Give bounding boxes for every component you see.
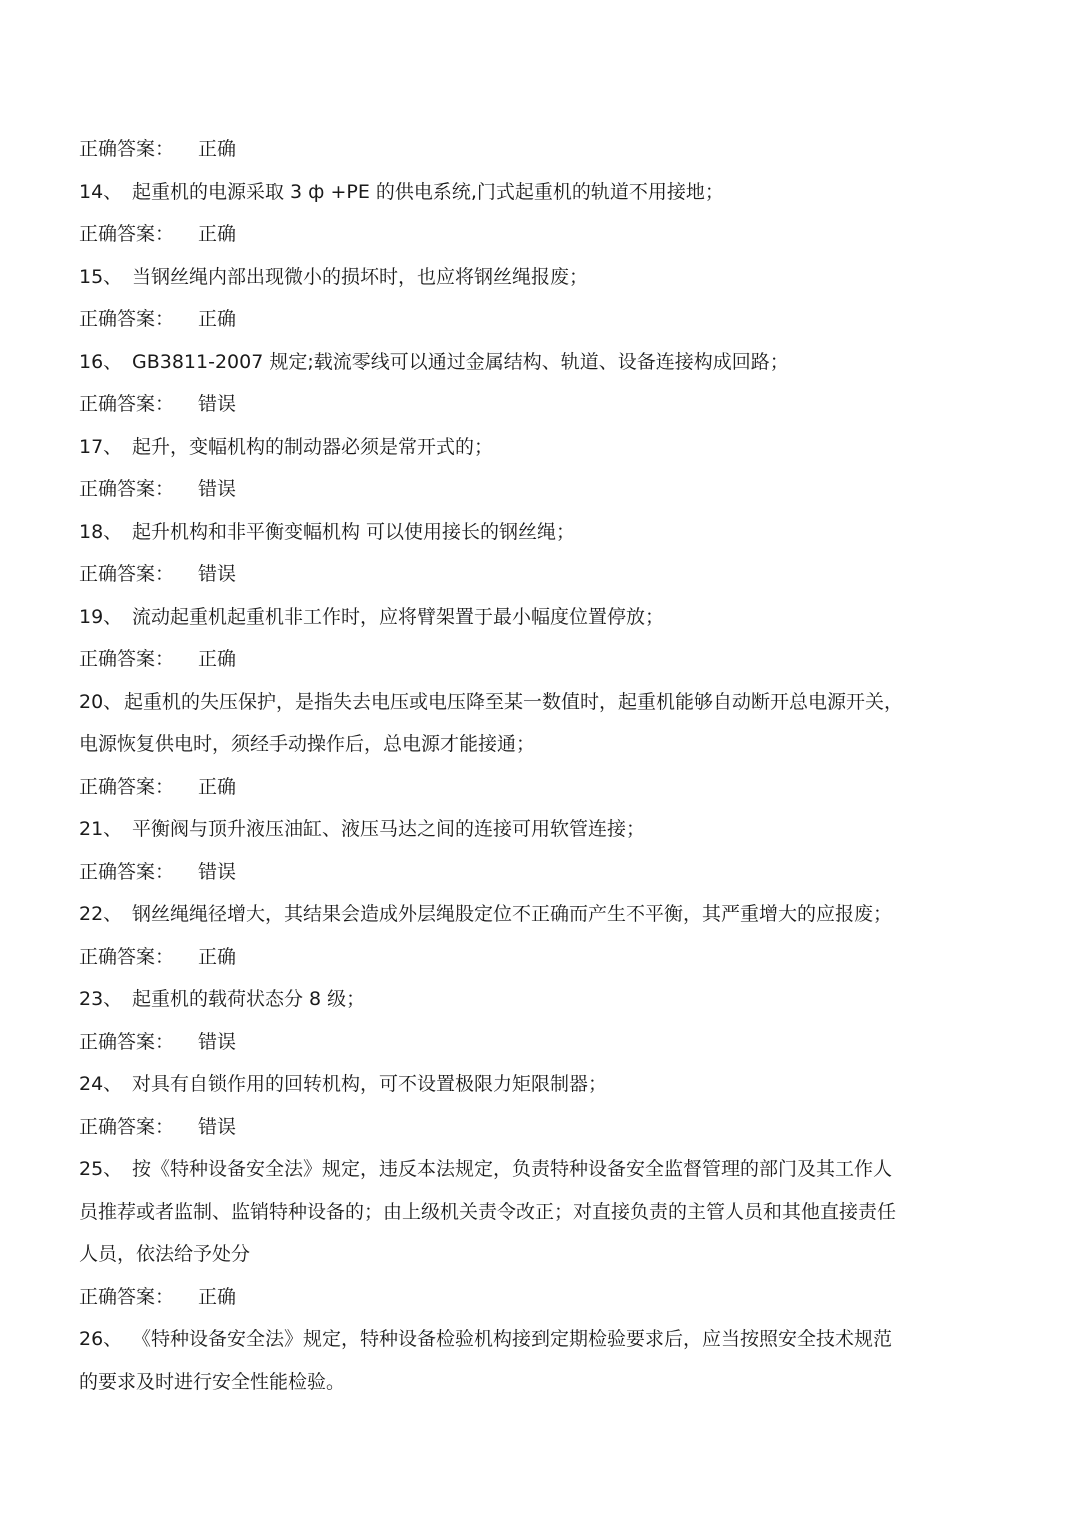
answer-value: 正确 [198,775,237,798]
question-number: 18、 [79,520,123,543]
answer-value: 正确 [198,223,237,245]
answer-row [0,1106,1080,1149]
question-row [0,808,1080,851]
question-row [0,341,1080,384]
answer-value: 正确 [198,648,237,670]
answer-row [0,1021,1080,1064]
question-row [0,1318,1080,1361]
question-row [0,893,1080,936]
question-text: 的要求及时进行安全性能检验。 [79,1370,346,1393]
question-number: 23、 [79,988,123,1010]
question-text: 流动起重机起重机非工作时，应将臂架置于最小幅度位置停放； [132,605,665,628]
answer-value: 正确 [198,1285,237,1308]
answer-row [0,298,1080,341]
question-number: 21、 [79,818,123,840]
question-continuation [0,1233,1080,1276]
question-number: 22、 [79,903,123,925]
answer-value: 错误 [198,478,237,500]
answer-value: 正确 [198,945,237,968]
question-row [0,596,1080,639]
question-text: GB3811-2007 规定;载流零线可以通过金属结构、轨道、设备连接构成回路； [132,350,789,373]
question-number: 25、 [79,1158,123,1180]
answer-row [0,851,1080,894]
answer-label: 正确答案： [79,1285,175,1308]
question-row [0,511,1080,554]
question-number: 20、 [79,690,123,713]
answer-label: 正确答案： [79,563,175,585]
answer-label: 正确答案： [79,138,175,160]
answer-label: 正确答案： [79,860,175,883]
answer-label: 正确答案： [79,775,175,798]
answer-label: 正确答案： [79,478,175,500]
question-number: 17、 [79,435,123,458]
question-number: 14、 [79,180,123,203]
answer-value: 正确 [198,138,237,160]
question-text: 起重机的载荷状态分 8 级； [132,988,366,1010]
question-text: 起重机的失压保护，是指失去电压或电压降至某一数值时，起重机能够自动断开总电源开关， [124,690,904,713]
question-continuation [0,723,1080,766]
answer-row [0,638,1080,681]
answer-label: 正确答案： [79,1115,175,1138]
answer-value: 正确 [198,308,237,330]
question-continuation [0,1361,1080,1404]
answer-label: 正确答案： [79,648,175,670]
question-row [0,681,1080,724]
answer-label: 正确答案： [79,945,175,968]
question-row [0,256,1080,299]
question-text: 起升，变幅机构的制动器必须是常开式的； [132,435,494,458]
question-number: 15、 [79,265,123,288]
answer-row [0,128,1080,171]
answer-row [0,383,1080,426]
question-text: 平衡阀与顶升液压油缸、液压马达之间的连接可用软管连接； [132,818,646,840]
question-text: 按《特种设备安全法》规定，违反本法规定，负责特种设备安全监督管理的部门及其工作人 [132,1158,893,1180]
answer-row [0,553,1080,596]
question-text: 《特种设备安全法》规定，特种设备检验机构接到定期检验要求后，应当按照安全技术规范 [132,1328,893,1350]
answer-label: 正确答案： [79,308,175,330]
answer-value: 错误 [198,1030,237,1053]
question-number: 19、 [79,605,123,628]
answer-value: 错误 [198,563,237,585]
question-text: 对具有自锁作用的回转机构，可不设置极限力矩限制器； [132,1073,608,1095]
question-text: 起重机的电源采取 3 ф +PE 的供电系统,门式起重机的轨道不用接地； [132,180,724,203]
answer-row [0,936,1080,979]
answer-row [0,766,1080,809]
answer-value: 错误 [198,1115,237,1138]
answer-row [0,213,1080,256]
question-row [0,1063,1080,1106]
answer-value: 错误 [198,393,237,415]
question-row [0,171,1080,214]
answer-row [0,468,1080,511]
question-continuation [0,1191,1080,1234]
question-number: 16、 [79,350,123,373]
question-row [0,978,1080,1021]
question-text: 钢丝绳绳径增大，其结果会造成外层绳股定位不正确而产生不平衡，其严重增大的应报废； [132,903,893,925]
question-number: 24、 [79,1073,123,1095]
answer-label: 正确答案： [79,1030,175,1053]
question-text: 起升机构和非平衡变幅机构 可以使用接长的钢丝绳； [132,520,576,543]
question-row [0,426,1080,469]
answer-value: 错误 [198,860,237,883]
question-text: 人员，依法给予处分 [79,1243,251,1265]
question-number: 26、 [79,1328,123,1350]
question-text: 当钢丝绳内部出现微小的损坏时，也应将钢丝绳报废； [132,265,589,288]
question-text: 电源恢复供电时，须经手动操作后，总电源才能接通； [79,733,536,755]
document-page [0,128,1080,1403]
answer-label: 正确答案： [79,393,175,415]
answer-label: 正确答案： [79,223,175,245]
question-row [0,1148,1080,1191]
answer-row [0,1276,1080,1319]
question-text: 员推荐或者监制、监销特种设备的；由上级机关责令改正；对直接负责的主管人员和其他直接责任 [79,1200,897,1223]
